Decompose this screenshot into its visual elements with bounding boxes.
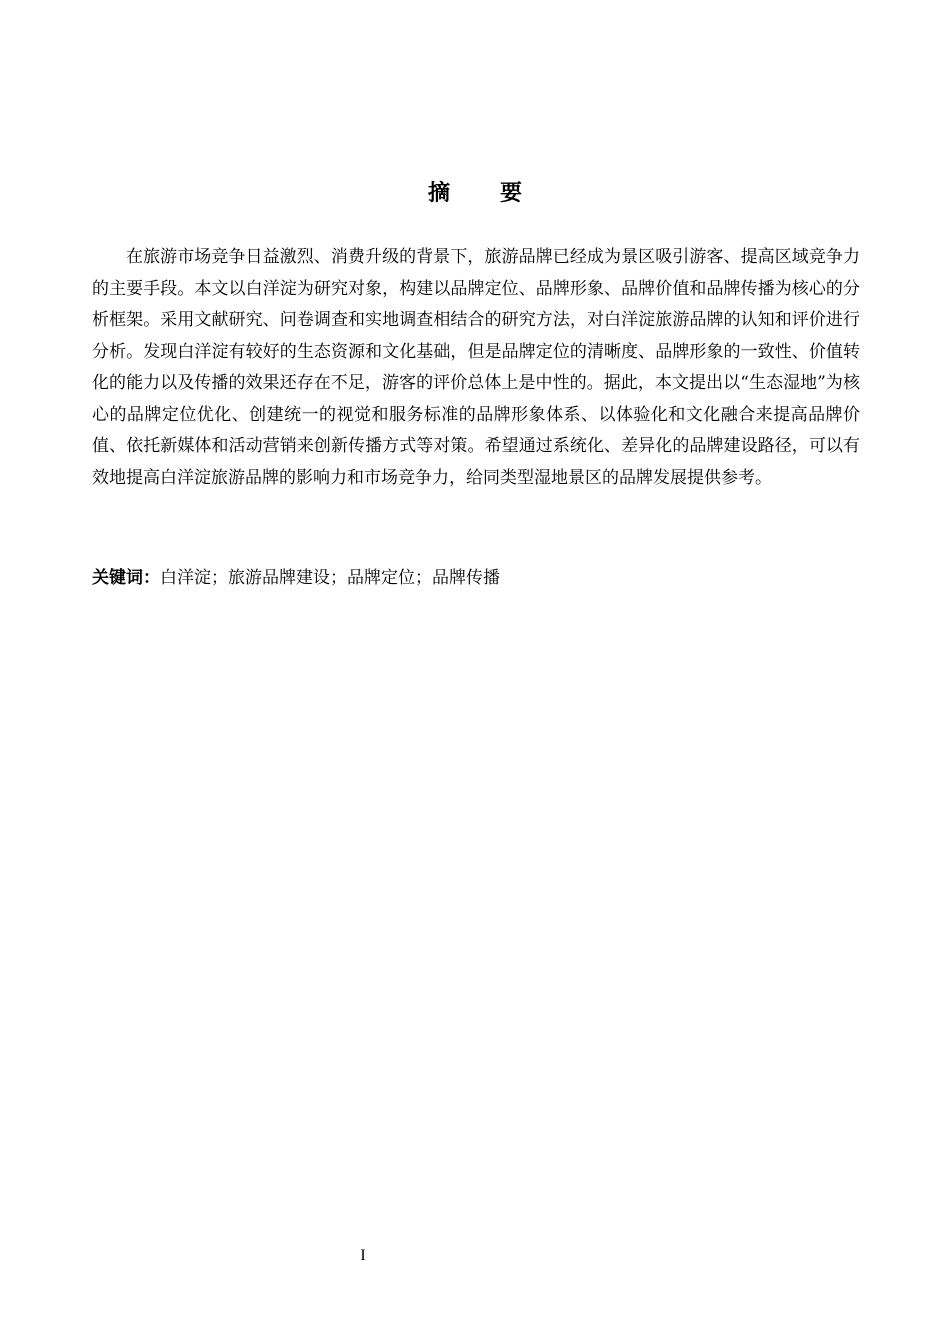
- abstract-body: 在旅游市场竞争日益激烈、消费升级的背景下，旅游品牌已经成为景区吸引游客、提高区域竞争力的主要手段。本文以白洋淀为研究对象，构建以品牌定位、品牌形象、品牌价值和品牌传播为核心的分析框架。采用文献研究、问卷调查和实地调查相结合的研究方法，对白洋淀旅游品牌的认知和评价进行分析。发现白洋淀有较好的生态资源和文化基础，但是品牌定位的清晰度、品牌形象的一致性、价值转化的能力以及传播的效果还存在不足，游客的评价总体上是中性的。据此，本文提出以“生态湿地”为核心的品牌定位优化、创建统一的视觉和服务标准的品牌形象体系、以体验化和文化融合来提高品牌价值、依托新媒体和活动营销来创新传播方式等对策。希望通过系统化、差异化的品牌建设路径，可以有效地提高白洋淀旅游品牌的影响力和市场竞争力，给同类型湿地景区的品牌发展提供参考。: [92, 247, 860, 488]
- keywords-line: [92, 563, 860, 593]
- abstract-title-char-2: 要: [500, 181, 523, 206]
- keywords-label: 关键词：: [92, 568, 160, 588]
- page-number: I: [360, 1247, 366, 1264]
- abstract-title-char-1: 摘: [427, 181, 450, 206]
- keywords-text: 白洋淀；旅游品牌建设；品牌定位；品牌传播: [160, 568, 500, 588]
- abstract-title: [0, 178, 950, 210]
